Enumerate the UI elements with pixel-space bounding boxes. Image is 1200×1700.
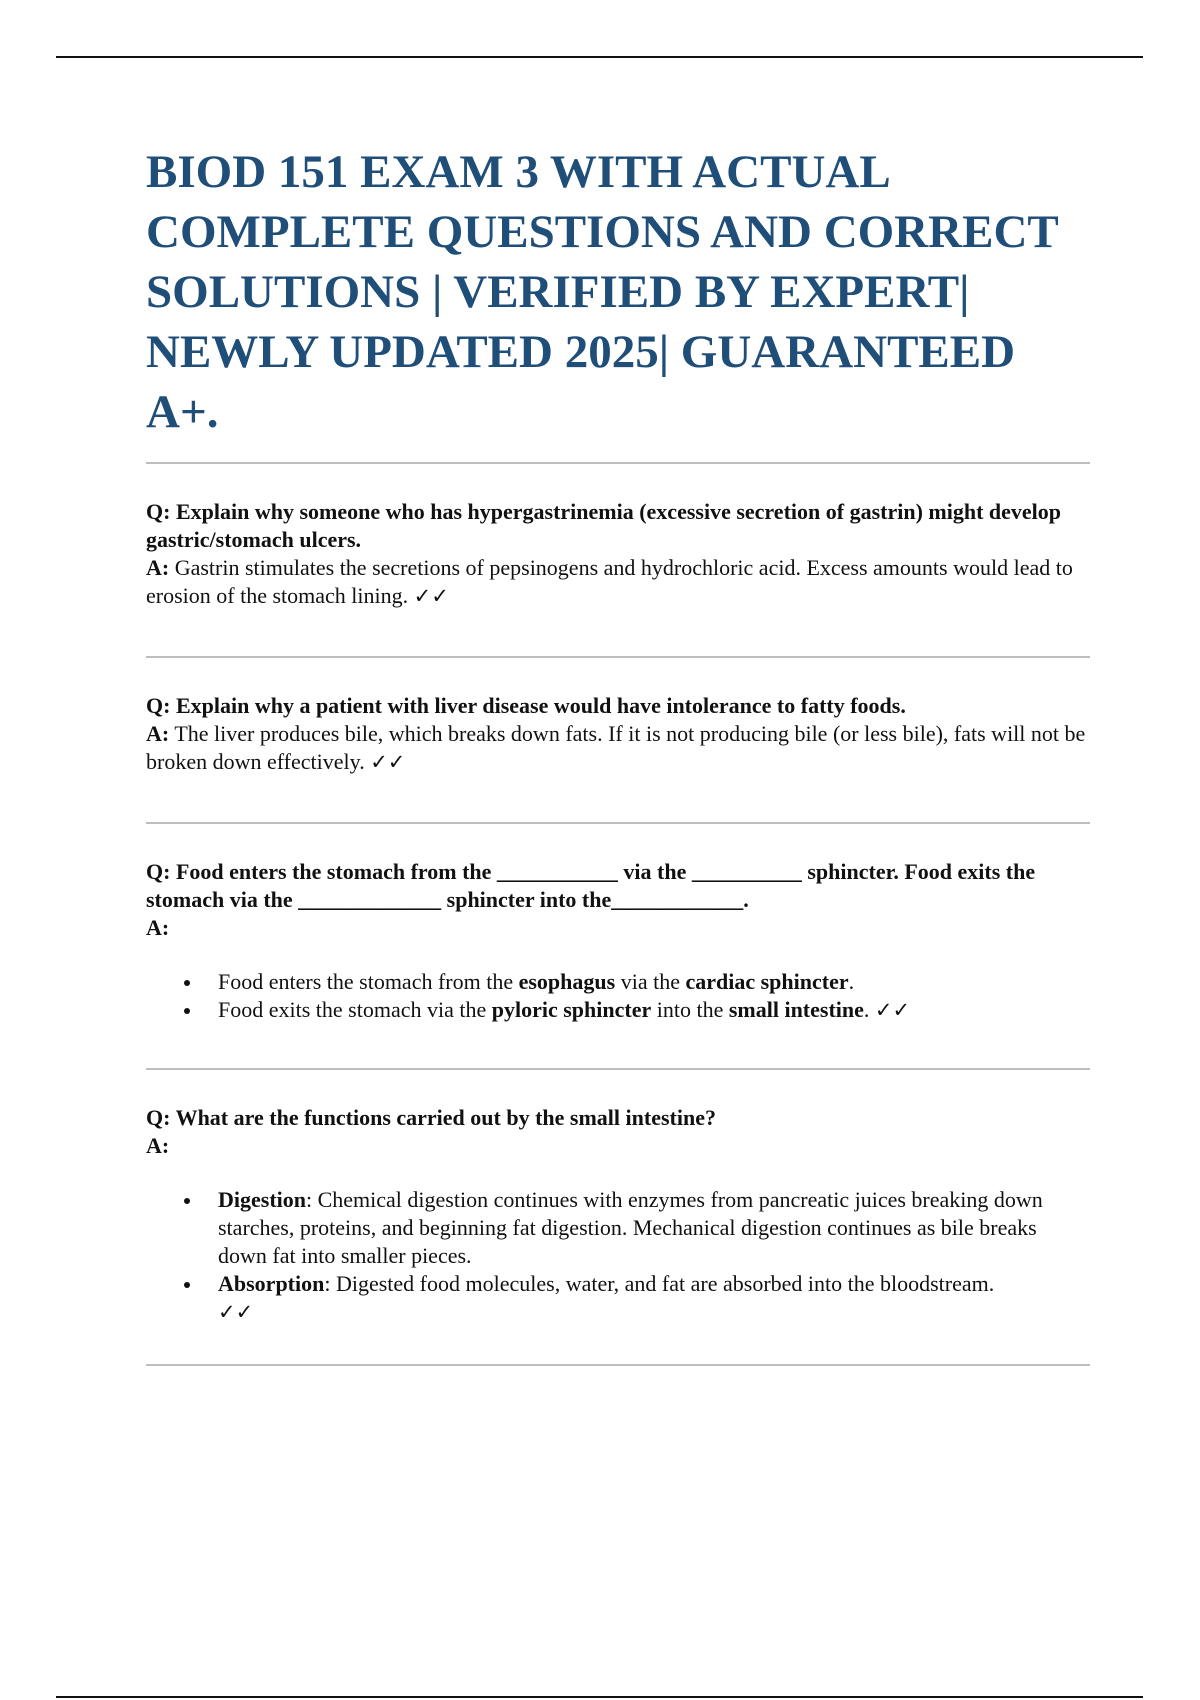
answer-list — [146, 1186, 1090, 1326]
list-bold-term: pyloric sphincter — [491, 997, 652, 1022]
question-label: Q: — [146, 693, 171, 718]
list-text: Food enters the stomach from the — [218, 969, 519, 994]
question-label: Q: — [146, 859, 171, 884]
answer-text: Gastrin stimulates the secretions of pepsinogens and hydrochloric acid. Excess amounts would lead to erosion of the stomach lining. — [146, 555, 1073, 608]
document-body — [146, 142, 1090, 1366]
double-check-icon: ✓✓ — [218, 1300, 254, 1324]
qa-item-2 — [146, 658, 1090, 822]
question-3 — [146, 858, 1090, 914]
list-text: Food exits the stomach via the — [218, 997, 492, 1022]
question-text: Explain why a patient with liver disease would have intolerance to fatty foods. — [175, 693, 906, 718]
list-item — [218, 1186, 1090, 1270]
question-1 — [146, 498, 1090, 554]
answer-text: The liver produces bile, which breaks down fats. If it is not producing bile (or less bile), fats will not be broken down effectively. — [146, 721, 1086, 774]
header-rule — [56, 56, 1143, 58]
answer-label: A: — [146, 721, 170, 746]
list-text: into the — [651, 997, 729, 1022]
footer-rule — [56, 1696, 1143, 1698]
qa-item-3 — [146, 824, 1090, 1068]
section-divider — [146, 1364, 1090, 1366]
list-text: : Chemical digestion continues with enzymes from pancreatic juices breaking down starches, proteins, and beginning fat digestion. Mechanical digestion continues as bile breaks down fat into smaller pieces. — [218, 1187, 1043, 1268]
question-2 — [146, 692, 1090, 720]
double-check-icon: ✓✓ — [413, 584, 449, 608]
list-bold-term: cardiac sphincter — [685, 969, 849, 994]
answer-label: A: — [146, 1133, 170, 1158]
list-bold-term: esophagus — [518, 969, 616, 994]
list-text: via the — [615, 969, 686, 994]
document-title: BIOD 151 EXAM 3 WITH ACTUAL COMPLETE QUESTIONS AND CORRECT SOLUTIONS | VERIFIED BY EXPERT| NEWLY UPDATED 2025| GUARANTEED A+. — [146, 146, 1058, 438]
list-text: . — [848, 969, 855, 994]
double-check-icon: ✓✓ — [874, 998, 911, 1022]
list-bold-term: small intestine — [728, 997, 864, 1022]
question-4 — [146, 1104, 1090, 1132]
double-check-icon: ✓✓ — [370, 750, 406, 774]
list-item — [218, 996, 1090, 1024]
list-text: . — [863, 997, 870, 1022]
list-item — [218, 968, 1090, 996]
question-text: Food enters the stomach from the ___________ via the __________ sphincter. Food exits the stomach via the _____________ sphincter into the____________. — [146, 859, 1036, 912]
question-text: Explain why someone who has hypergastrinemia (excessive secretion of gastrin) might develop gastric/stomach ulcers. — [146, 499, 1062, 552]
list-bold-term: Digestion — [218, 1187, 306, 1212]
list-item — [218, 1270, 1090, 1326]
answer-2 — [146, 720, 1090, 776]
list-bold-term: Absorption — [218, 1271, 325, 1296]
qa-item-4 — [146, 1070, 1090, 1364]
answer-1 — [146, 554, 1090, 610]
question-label: Q: — [146, 499, 171, 524]
answer-label: A: — [146, 555, 170, 580]
qa-item-1 — [146, 464, 1090, 656]
question-label: Q: — [146, 1105, 171, 1130]
question-text: What are the functions carried out by the small intestine? — [175, 1105, 716, 1130]
list-text: : Digested food molecules, water, and fat are absorbed into the bloodstream. — [324, 1271, 995, 1296]
answer-list — [146, 968, 1090, 1024]
answer-label: A: — [146, 915, 170, 940]
